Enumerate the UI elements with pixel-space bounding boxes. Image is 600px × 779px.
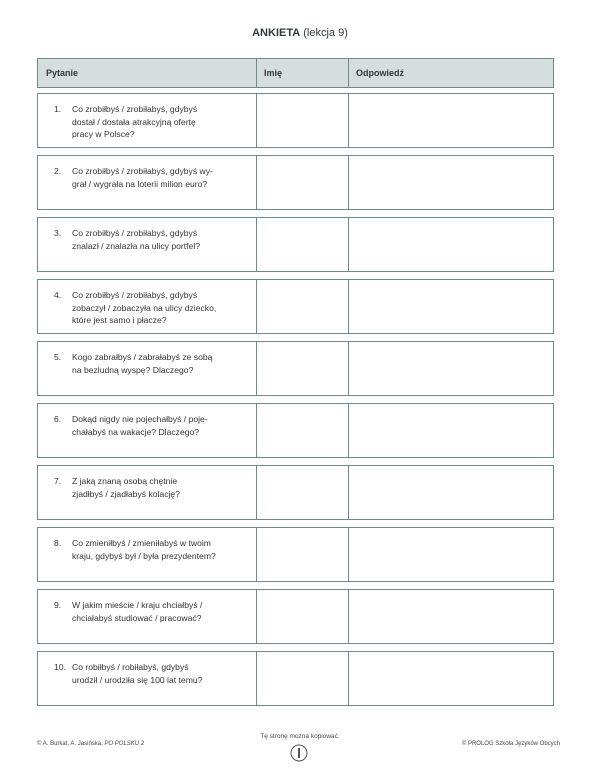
question-line: Dokąd nigdy nie pojechałbyś / poje-: [72, 414, 208, 424]
question-line: chciałabyś studiować / pracować?: [72, 612, 202, 623]
question-cell: [38, 156, 256, 209]
question-number: 2.: [54, 166, 62, 176]
table-header: [37, 58, 554, 88]
question-line: grał / wygrała na loterii milion euro?: [72, 178, 208, 189]
question-line: urodził / urodziła się 100 lat temu?: [72, 674, 203, 685]
question-text: [72, 165, 250, 209]
question-line: pracy w Polsce?: [72, 129, 135, 139]
question-cell: [38, 528, 256, 581]
question-line: zjadłbyś / zjadłabyś kolację?: [72, 488, 180, 499]
question-number: 9.: [54, 600, 62, 610]
question-text: [72, 103, 250, 147]
question-line: Co zrobiłbyś / zrobiłabyś, gdybyś: [72, 290, 198, 300]
question-line: chałabyś na wakacje? Dlaczego?: [72, 426, 200, 437]
title-main: ANKIETA: [252, 27, 301, 39]
name-answer-cell[interactable]: [256, 404, 348, 457]
question-text: [72, 661, 250, 705]
table-row: [37, 341, 554, 396]
question-line: Co zrobiłbyś / zrobiłabyś, gdybyś: [72, 104, 198, 114]
page-number-icon: [289, 743, 309, 763]
name-answer-cell[interactable]: [256, 590, 348, 643]
question-cell: [38, 94, 256, 147]
table-row: [37, 279, 554, 334]
response-cell[interactable]: [348, 280, 553, 333]
name-answer-cell[interactable]: [256, 652, 348, 705]
footer-copyright: [37, 741, 144, 747]
question-number: 4.: [54, 290, 62, 300]
footer-copy-note: Tę stronę można kopiować.: [260, 733, 340, 740]
page-title: [0, 27, 600, 39]
question-line: Kogo zabrałbyś / zabrałabyś ze sobą: [72, 352, 213, 362]
question-line: dostał / dostała atrakcyjną ofertę: [72, 116, 196, 127]
question-line: W jakim mieście / kraju chciałbyś /: [72, 600, 203, 610]
table-row: [37, 217, 554, 272]
question-text: [72, 413, 250, 457]
question-line: Co zrobiłbyś / zrobiłabyś, gdybyś: [72, 228, 198, 238]
question-number: 7.: [54, 476, 62, 486]
question-cell: [38, 218, 256, 271]
response-cell[interactable]: [348, 218, 553, 271]
response-cell[interactable]: [348, 590, 553, 643]
question-line: znalazł / znalazła na ulicy portfel?: [72, 240, 201, 251]
question-cell: [38, 342, 256, 395]
question-cell: [38, 280, 256, 333]
question-line: zobaczył / zobaczyła na ulicy dziecko,: [72, 302, 217, 313]
question-text: [72, 289, 250, 333]
question-line: które jest samo i płacze?: [72, 315, 167, 325]
question-number: 6.: [54, 414, 62, 424]
question-number: 10.: [54, 662, 66, 672]
question-text: [72, 475, 250, 519]
response-cell[interactable]: [348, 404, 553, 457]
response-cell[interactable]: [348, 466, 553, 519]
response-cell[interactable]: [348, 652, 553, 705]
footer-publisher: © PROLOG Szkoła Języków Obcych: [461, 741, 560, 747]
footer-authors: © A. Burkat, A. Jasińska,: [37, 741, 105, 747]
header-question: Pytanie: [46, 68, 79, 78]
table-row: [37, 527, 554, 582]
question-line: Co zrobiłbyś / zrobiłabyś, gdybyś wy-: [72, 166, 213, 176]
response-cell[interactable]: [348, 156, 553, 209]
question-line: Z jaką znaną osobą chętnie: [72, 476, 178, 486]
question-text: [72, 537, 250, 581]
question-cell: [38, 590, 256, 643]
name-answer-cell[interactable]: [256, 342, 348, 395]
footer-book-title: PO POLSKU 2: [104, 741, 145, 747]
response-cell[interactable]: [348, 342, 553, 395]
question-cell: [38, 404, 256, 457]
table-row: [37, 589, 554, 644]
question-line: na bezludną wyspę? Dlaczego?: [72, 364, 194, 375]
question-cell: [38, 466, 256, 519]
response-cell[interactable]: [348, 528, 553, 581]
question-line: Co robiłbyś / robiłabyś, gdybyś: [72, 662, 189, 672]
question-line: kraju, gdybyś był / była prezydentem?: [72, 550, 216, 561]
question-number: 3.: [54, 228, 62, 238]
header-name: Imię: [264, 68, 283, 78]
question-number: 8.: [54, 538, 62, 548]
title-lesson: (lekcja 9): [300, 27, 348, 39]
question-number: 1.: [54, 104, 62, 114]
name-answer-cell[interactable]: [256, 528, 348, 581]
name-answer-cell[interactable]: [256, 94, 348, 147]
header-answer: Odpowiedź: [356, 68, 404, 78]
table-row: [37, 93, 554, 148]
table-row: [37, 465, 554, 520]
name-answer-cell[interactable]: [256, 218, 348, 271]
question-text: [72, 351, 250, 395]
question-number: 5.: [54, 352, 62, 362]
name-answer-cell[interactable]: [256, 280, 348, 333]
table-row: [37, 155, 554, 210]
question-line: Co zmieniłbyś / zmieniłabyś w twoim: [72, 538, 211, 548]
table-row: [37, 403, 554, 458]
response-cell[interactable]: [348, 94, 553, 147]
question-text: [72, 227, 250, 271]
question-text: [72, 599, 250, 643]
name-answer-cell[interactable]: [256, 156, 348, 209]
table-row: [37, 651, 554, 706]
question-cell: [38, 652, 256, 705]
name-answer-cell[interactable]: [256, 466, 348, 519]
